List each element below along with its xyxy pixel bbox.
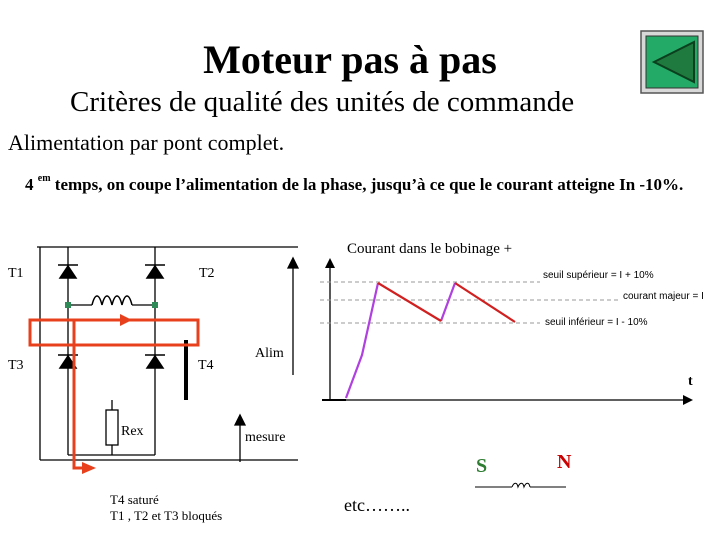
- step-superscript: em: [37, 173, 51, 184]
- slide-title: Moteur pas à pas: [203, 37, 497, 82]
- graph-title: Courant dans le bobinage +: [347, 241, 513, 257]
- rex-resistor: [106, 410, 118, 445]
- label-t1: T1: [8, 266, 24, 281]
- current-rise-2: [441, 283, 455, 321]
- magnet-sketch: [475, 483, 566, 487]
- y-axis-arrow: [325, 258, 335, 268]
- label-alim: Alim: [255, 346, 284, 361]
- label-rex: Rex: [121, 424, 144, 439]
- step-number: 4: [25, 175, 34, 194]
- seuil-sup-label: seuil supérieur = I + 10%: [543, 270, 654, 281]
- courant-majeur-label: courant majeur = I: [623, 291, 704, 302]
- current-return: [74, 320, 85, 468]
- etc-text: etc……..: [344, 495, 410, 515]
- coil-terminal-left: [65, 302, 71, 308]
- coil-inductor: [92, 296, 132, 305]
- state-line-2: T1 , T2 et T3 bloqués: [110, 508, 223, 523]
- label-t2: T2: [199, 266, 215, 281]
- label-t4: T4: [198, 358, 214, 373]
- seuil-inf-label: seuil inférieur = I - 10%: [545, 317, 648, 328]
- slide-subtitle: Critères de qualité des unités de commande: [70, 86, 575, 118]
- diode-t2: [145, 265, 165, 278]
- section-heading: Alimentation par pont complet.: [8, 130, 285, 155]
- step-text: temps, on coupe l’alimentation de la phase, jusqu’à ce que le courant atteigne In -10%.: [50, 175, 684, 194]
- coil-terminal-right: [152, 302, 158, 308]
- x-axis-label: t: [688, 374, 693, 389]
- current-arrow-out: [82, 462, 96, 474]
- diode-t4: [145, 355, 165, 368]
- mesure-arrow: [235, 415, 245, 462]
- pole-s: S: [476, 455, 488, 477]
- current-arrow-coil: [120, 314, 132, 326]
- diode-t1: [58, 265, 78, 278]
- current-path: [30, 320, 198, 345]
- x-axis-arrow: [683, 395, 693, 405]
- pole-n: N: [557, 451, 572, 473]
- label-t3: T3: [8, 358, 24, 373]
- state-line-1: T4 saturé: [110, 492, 159, 507]
- alim-arrow: [288, 258, 298, 375]
- label-mesure: mesure: [245, 430, 286, 445]
- current-decay-1: [378, 283, 441, 321]
- current-decay-2: [455, 283, 515, 322]
